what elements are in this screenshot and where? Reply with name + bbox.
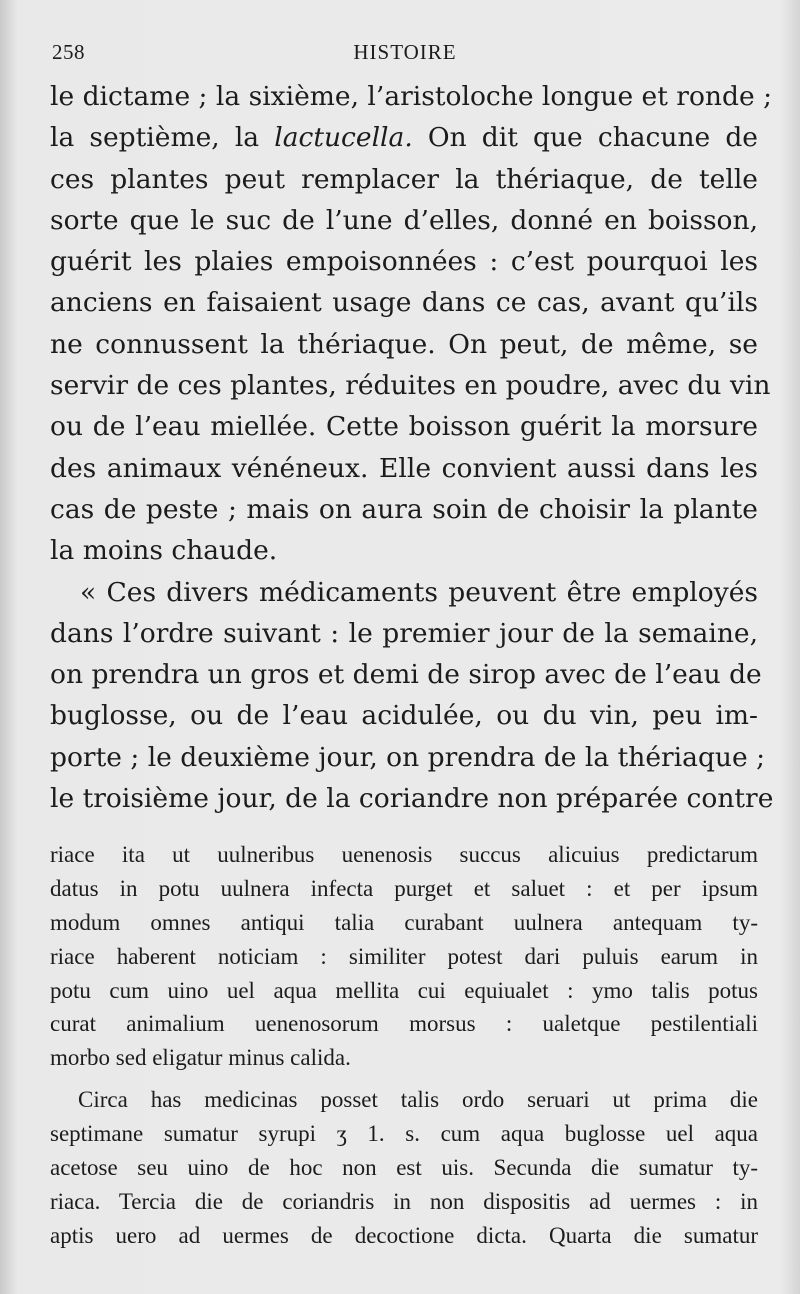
french-line: porte ; le deuxième jour, on prendra de la thériaque ; bbox=[50, 741, 766, 773]
page-number: 258 bbox=[52, 40, 85, 64]
french-line: ou de l’eau miellée. Cette boisson guérit la morsure bbox=[50, 411, 758, 443]
running-head: HISTOIRE bbox=[353, 40, 457, 64]
latin-line: riace haberent noticiam : similiter potest dari puluis earum in bbox=[50, 943, 758, 969]
page-header bbox=[50, 38, 760, 72]
french-line: servir de ces plantes, réduites en poudre, avec du vin bbox=[50, 370, 771, 402]
latin-source-text bbox=[50, 838, 758, 1253]
latin-line: curat animalium uenenosorum morsus : ualetque pestilentiali bbox=[50, 1011, 758, 1037]
latin-line: potu cum uino uel aqua mellita cui equiualet : ymo talis potus bbox=[50, 977, 758, 1003]
latin-line: modum omnes antiqui talia curabant uulnera antequam ty- bbox=[50, 909, 758, 935]
french-line: on prendra un gros et demi de sirop avec de l’eau de bbox=[50, 659, 762, 691]
french-line-start: la septième, la bbox=[50, 122, 275, 154]
latin-line: datus in potu uulnera infecta purget et saluet : et per ipsum bbox=[50, 875, 758, 901]
latin-line: aptis uero ad uermes de decoctione dicta. Quarta die sumatur bbox=[50, 1222, 758, 1248]
latin-line: Circa has medicinas posset talis ordo seruari ut prima die bbox=[78, 1087, 758, 1113]
italic-plant-name: lactucella. bbox=[274, 122, 413, 154]
french-line: « Ces divers médicaments peuvent être employés bbox=[80, 576, 758, 608]
french-line: des animaux vénéneux. Elle convient aussi dans les bbox=[50, 452, 758, 484]
french-line-end: On dit que chacune de bbox=[412, 122, 758, 154]
french-line: dans l’ordre suivant : le premier jour de la semaine, bbox=[50, 617, 758, 649]
french-translation-text bbox=[50, 76, 774, 819]
french-line: buglosse, ou de l’eau acidulée, ou du vin, peu im- bbox=[50, 700, 758, 732]
french-line: le troisième jour, de la coriandre non préparée contre bbox=[50, 783, 774, 815]
french-line: ces plantes peut remplacer la thériaque, de telle bbox=[50, 163, 758, 195]
paragraph-gap bbox=[50, 1075, 758, 1083]
latin-line: acetose seu uino de hoc non est uis. Secunda die sumatur ty- bbox=[50, 1155, 758, 1181]
french-line: anciens en faisaient usage dans ce cas, avant qu’ils bbox=[50, 287, 758, 319]
french-line: cas de peste ; mais on aura soin de choisir la plante bbox=[50, 493, 758, 525]
latin-line: morbo sed eligatur minus calida. bbox=[50, 1045, 351, 1071]
french-line: le dictame ; la sixième, l’aristoloche longue et ronde ; bbox=[50, 81, 772, 112]
french-line: guérit les plaies empoisonnées : c’est pourquoi les bbox=[50, 246, 758, 278]
latin-line: riaca. Tercia die de coriandris in non dispositis ad uermes : in bbox=[50, 1188, 758, 1214]
french-line: ne connussent la thériaque. On peut, de même, se bbox=[50, 328, 758, 360]
french-line bbox=[50, 117, 758, 158]
latin-line: riace ita ut uulneribus uenenosis succus alicuius predictarum bbox=[50, 842, 758, 867]
french-line: la moins chaude. bbox=[50, 535, 278, 567]
french-line: sorte que le suc de l’une d’elles, donné en boisson, bbox=[50, 204, 758, 236]
latin-line: septimane sumatur syrupi ʒ 1. s. cum aqua buglosse uel aqua bbox=[50, 1121, 758, 1147]
